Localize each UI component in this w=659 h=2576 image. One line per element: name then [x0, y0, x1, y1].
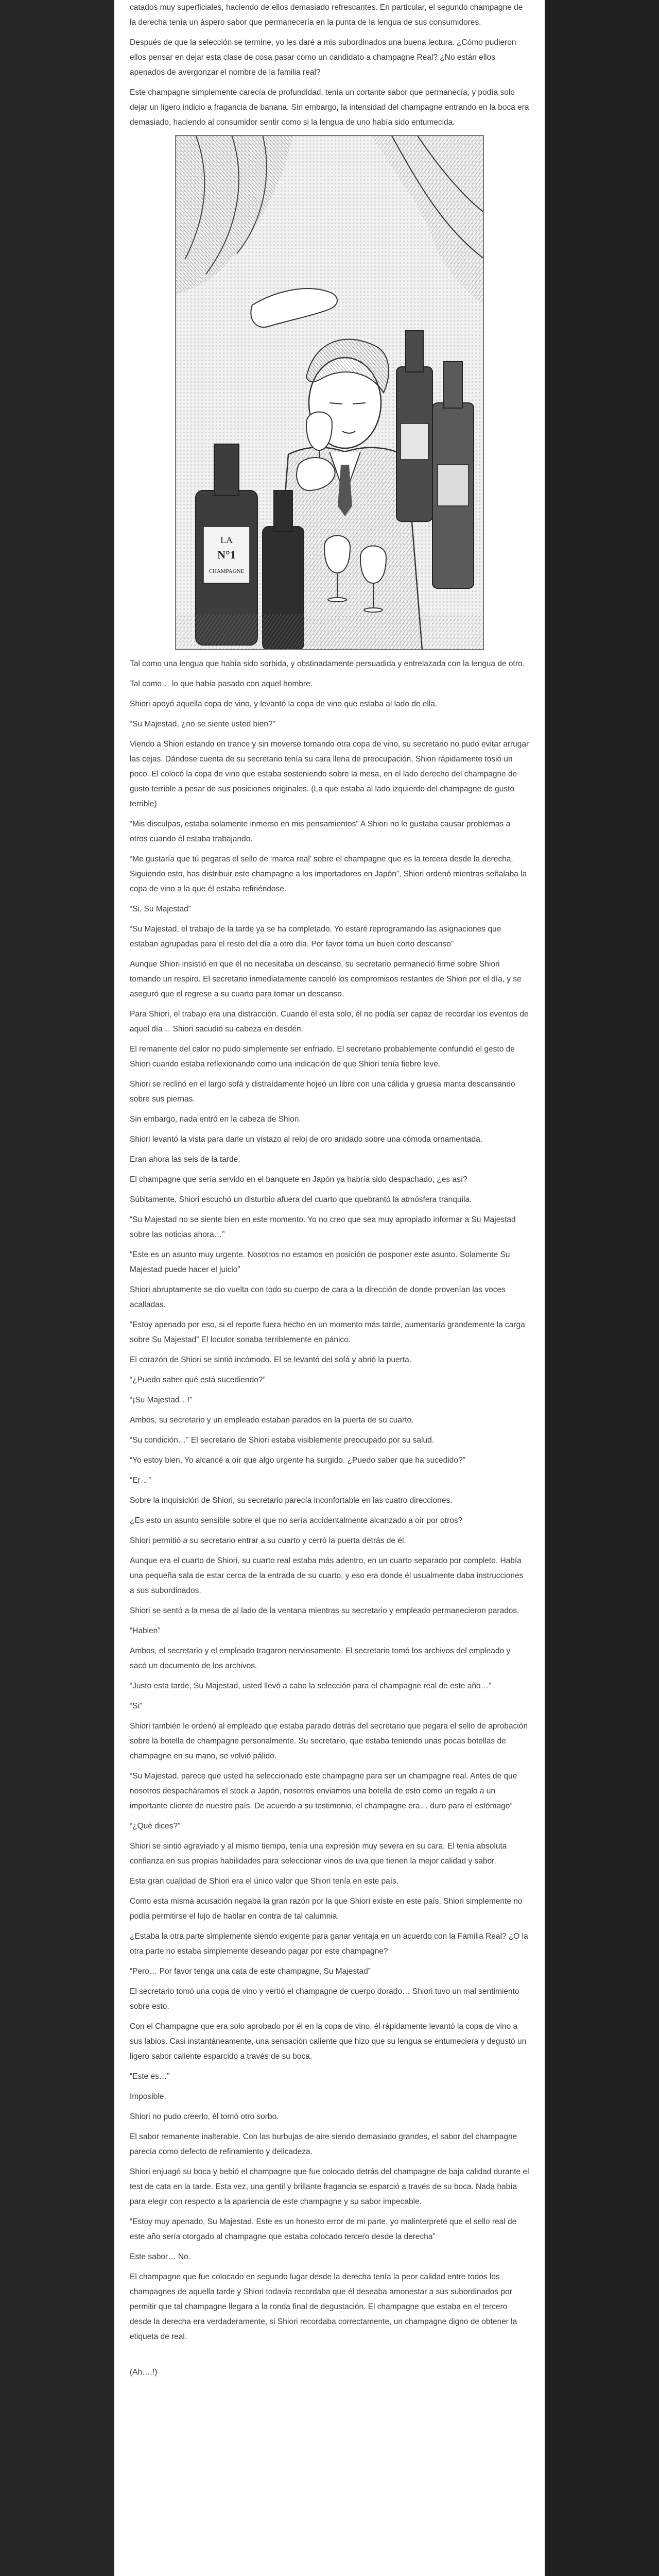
paragraph: “Si, Su Majestad” [130, 905, 191, 913]
paragraph: Shiori también le ordenó al empleado que estaba parado detrás del secretario que pegara el sello de aprobación sobre la botella de champagne personalmente. Su secretario, que estaba teniendo unas pocas botellas de champagne en su mano, se volvió pálido. [130, 1722, 528, 1760]
paragraph: Shiori se sentó a la mesa de al lado de la ventana mientras su secretario y empleado permanecieron parados. [130, 1606, 519, 1615]
paragraph: Viendo a Shiori estando en trance y sin moverse tomando otra copa de vino, su secretario no pudo evitar arrugar las cejas. Dándose cuenta de su secretario tenía su cara llena de preocupación, Shiori rápidamente tosió un poco. El colocó la copa de vino que estaba sosteniendo sobre la mesa, en el lado derecho del champagne de gusto terrible a pesar de sus posiciones originales. (La que estaba al lado izquierdo del champagne de gusto terrible) [130, 740, 529, 808]
paragraph: Este champagne simplemente carecía de profundidad, tenía un cortante sabor que permanecía, y podía solo dejar un ligero indicio a fragancia de banana. Sin embargo, la intensidad del champagne entrando en la boca era demasiado, haciendo al consumidor sentir como si la lengua de uno había sido entumecida. [130, 88, 529, 127]
paragraph: Súbitamente, Shiori escuchó un disturbio afuera del cuarto que quebrantó la atmósfera tranquila. [130, 1195, 472, 1204]
paragraphs-after-image [130, 656, 529, 2344]
right-margin [545, 0, 659, 2576]
paragraph: “Mis disculpas, estaba solamente inmerso en mis pensamientos” A Shiori no le gustaba causar problemas a otros cuando él estaba trabajando. [130, 820, 511, 843]
paragraph: El remanente del calor no pudo simplemente ser enfriado. El secretario probablemente confundió el gesto de Shiori cuando estaba reflexionando como una indicación de que Shiori tenía fiebre leve. [130, 1045, 515, 1069]
paragraph: El sabor remanente inalterable. Con las burbujas de aire siendo demasiado grandes, el sabor del champagne parecía como defecto de refinamiento y delicadeza. [130, 2132, 517, 2156]
paragraph: Con el Champagne que era solo aprobado por él en la copa de vino, él rápidamente levantó la copa de vino a sus labios. Casi instantáneamente, una sensación caliente que hizo que su lengua se entumeciera y degustó un ligero sabor caliente esparcido a través de su boca. [130, 2022, 527, 2061]
paragraph: Este sabor… No. [130, 2252, 191, 2261]
paragraph: Shiori se sintió agraviado y al mismo tiempo, tenía una expresión muy severa en su cara. El tenía absoluta confianza en sus propias habilidades para seleccionar vinos de uva que tienen la mejor calidad y sabor. [130, 1842, 507, 1866]
paragraph: “Estoy muy apenado, Su Majestad. Este es un honesto error de mi parte, yo malinterpreté que el sello real de este año sería otorgado al champagne que estaba colocado tercero desde la derecha” [130, 2217, 517, 2241]
paragraph: Ambos, el secretario y el empleado tragaron nerviosamente. El secretario tomó los archivos del empleado y sacó un documento de los archivos. [130, 1647, 511, 1670]
paragraph: Para Shiori, el trabajo era una distracción. Cuando él esta solo, él no podía ser capaz de recordar los eventos de aquel día… Shiori sacudió su cabeza en desdén. [130, 1010, 529, 1033]
paragraph: Ambos, su secretario y un empleado estaban parados en la puerta de su cuarto. [130, 1416, 414, 1425]
ending-line: (Ah….!) [130, 2368, 158, 2377]
manga-illustration-icon [175, 135, 484, 650]
bottle-label-name: CHAMPAGNE [209, 568, 245, 574]
paragraph: Tal como… lo que había pasado con aquel hombre. [130, 680, 313, 688]
paragraph: “Su Majestad, el trabajo de la tarde ya se ha completado. Yo estaré reprogramando las asignaciones que estaban agrupadas para el resto del día a otro día. Por favor toma un buen corto descanso” [130, 925, 501, 948]
paragraph: El champagne que sería servido en el banquete en Japón ya habría sido despachado, ¿es así? [130, 1175, 467, 1184]
paragraph: “¿Qué dices?” [130, 1822, 181, 1831]
paragraph: Tal como una lengua que había sido sorbida, y obstinadamente persuadida y entrelazada con la lengua de otro. [130, 659, 525, 668]
paragraph: “Me gustaría que tú pegaras el sello de ‘marca real’ sobre el champagne que es la tercera desde la derecha. Siguiendo esto, has distribuir este champagne a los importadores en Japón”, Shiori ordenó mientras señalaba la copa de vino a la que él estaba refiriéndose. [130, 855, 527, 893]
paragraph: Sin embargo, nada entró en la cabeza de Shiori. [130, 1115, 301, 1124]
paragraph: Después de que la selección se termine, yo les daré a mis subordinados una buena lectura. ¿Cómo pudieron ellos pensar en dejar esta clase de cosa pasar como un candidato a champagne Real? ¿No están ellos apenados de avergonzar el nombre de la familia real? [130, 38, 516, 77]
paragraph: Aunque era el cuarto de Shiori, su cuarto real estaba más adentro, en un cuarto separado por completo. Había una pequeña sala de estar cerca de la entrada de su cuarto, y eso era donde él usualmente daba instrucciones a sus subordinados. [130, 1556, 524, 1595]
paragraph: “Este es…” [130, 2072, 170, 2081]
paragraph: “¿Puedo saber qué está sucediendo?” [130, 1376, 266, 1384]
paragraph: Eran ahora las seis de la tarde. [130, 1155, 240, 1164]
paragraph: Sobre la inquisición de Shiori, su secretario parecía inconfortable en las cuatro direcciones. [130, 1496, 453, 1505]
paragraph: “Pero… Por favor tenga una cata de este champagne, Su Majestad” [130, 1967, 371, 1976]
paragraph: El secretario tomó una copa de vino y vertió el champagne de cuerpo dorado… Shiori tuvo un mal sentimiento sobre esto. [130, 1987, 519, 2011]
paragraph: Como esta misma acusación negaba la gran razón por la que Shiori existe en este país, Shiori simplemente no podía permitirse el lujo de hablar en contra de tal calumnia. [130, 1897, 523, 1921]
paragraph: Esta gran cualidad de Shiori era el único valor que Shiori tenía en este país. [130, 1877, 399, 1886]
article-content [114, 0, 545, 2576]
paragraph: Shiori se reclinó en el largo sofá y distraídamente hojeó un libro con una cálida y gruesa manta descansando sobre sus piernas. [130, 1080, 515, 1104]
paragraph: “Este es un asunto muy urgente. Nosotros no estamos en posición de posponer este asunto. Solamente Su Majestad puede hacer el juicio” [130, 1250, 510, 1274]
paragraph: Imposible. [130, 2092, 166, 2101]
paragraph: El champagne que fue colocado en segundo lugar desde la derecha tenía la peor calidad entre todos los champagnes de aquella tarde y Shiori todavía recordaba que él deseaba amonestar a sus subordinados por permitir que tal champagne llegara a la ronda final de degustación. El champagne que estaba en el tercero desde la derecha era verdaderamente, si Shiori recordaba correctamente, un champagne digno de obtener la etiqueta de real. [130, 2273, 517, 2341]
paragraph: “Su Majestad, parece que usted ha seleccionado este champagne para ser un champagne real. Antes de que nosotros despacháramos el stock a Japón, nosotros enviamos una botella de esto como un regalo a un importante cliente de nuestro país. De acuerdo a su testimonio, el champagne era… duro para el estómago” [130, 1772, 517, 1810]
paragraph: ¿Es esto un asunto sensible sobre el que no sería accidentalmente alcanzado a oír por otros? [130, 1516, 463, 1525]
paragraphs-before-image [130, 0, 529, 130]
bottle-label-top: LA [220, 535, 233, 545]
paragraph: “Si” [130, 1702, 143, 1710]
paragraph: Shiori abruptamente se dio vuelta con todo su cuerpo de cara a la dirección de donde provenían las voces acalladas. [130, 1285, 506, 1309]
bottle-label-number: N°1 [217, 548, 236, 561]
paragraph: “Su Majestad, ¿no se siente usted bien?” [130, 720, 275, 728]
paragraph: Shiori permitió a su secretario entrar a su cuarto y cerró la puerta detrás de él. [130, 1536, 406, 1545]
paragraph: “Su Majestad no se siente bien en este momento. Yo no creo que sea muy apropiado informar a Su Majestad sobre las noticias ahora…” [130, 1215, 516, 1239]
paragraph: Shiori apoyó aquella copa de vino, y levantó la copa de vino que estaba al lado de ella. [130, 700, 438, 708]
paragraph: “Su condición…” El secretario de Shiori estaba visiblemente preocupado por su salud. [130, 1436, 435, 1445]
paragraph: El corazón de Shiori se sintió incómodo. El se levantó del sofá y abrió la puerta. [130, 1355, 412, 1364]
paragraph: ¿Estaba la otra parte simplemente siendo exigente para ganar ventaja en un acuerdo con la Familia Real? ¿O la otra parte no estaba simplemente deseando pagar por este champagne? [130, 1932, 528, 1956]
paragraph: Shiori levantó la vista para darle un vistazo al reloj de oro anidado sobre una cómoda ornamentada. [130, 1135, 483, 1144]
paragraph: “Yo estoy bien, Yo alcancé a oír que algo urgente ha surgido. ¿Puedo saber que ha sucedido?” [130, 1456, 465, 1465]
paragraph: Shiori no pudo creerlo, él tomó otro sorbo. [130, 2112, 279, 2121]
paragraph: “Hablen” [130, 1626, 161, 1635]
paragraph: “Estoy apenado por eso, si el reporte fuera hecho en un momento más tarde, aumentaría grandemente la carga sobre Su Majestad” El locutor sonaba terriblemente en pánico. [130, 1320, 525, 1344]
paragraph: Aunque Shiori insistió en que él no necesitaba un descanso, su secretario permaneció firme sobre Shiori tomando un respiro. El secretario inmediatamente canceló los compromisos restantes de Shiori por el día, y se aseguró que el regrese a su cuarto para tomar un descanso. [130, 960, 522, 998]
paragraph: “Er…” [130, 1476, 151, 1485]
paragraph: “¡Su Majestad…!” [130, 1396, 193, 1404]
paragraph: catados muy superficiales, haciendo de ellos demasiado refrescantes. En particular, el segundo champagne de la derecha tenía un áspero sabor que permanecería en la punta de la lengua de sus consumidores. [130, 3, 523, 27]
left-margin [0, 0, 114, 2576]
paragraph: Shiori enjuagó su boca y bebió el champagne que fue colocado detrás del champagne de baja calidad durante el test de cata en la tarde. Esta vez, una gentil y brillante fragancia se esparció a través de su boca. Nada había para elegir con respecto a la apariencia de este champagne y su sabor impecable. [130, 2167, 529, 2206]
paragraph: “Justo esta tarde, Su Majestad, usted llevó a cabo la selección para el champagne real de este año…” [130, 1682, 492, 1690]
